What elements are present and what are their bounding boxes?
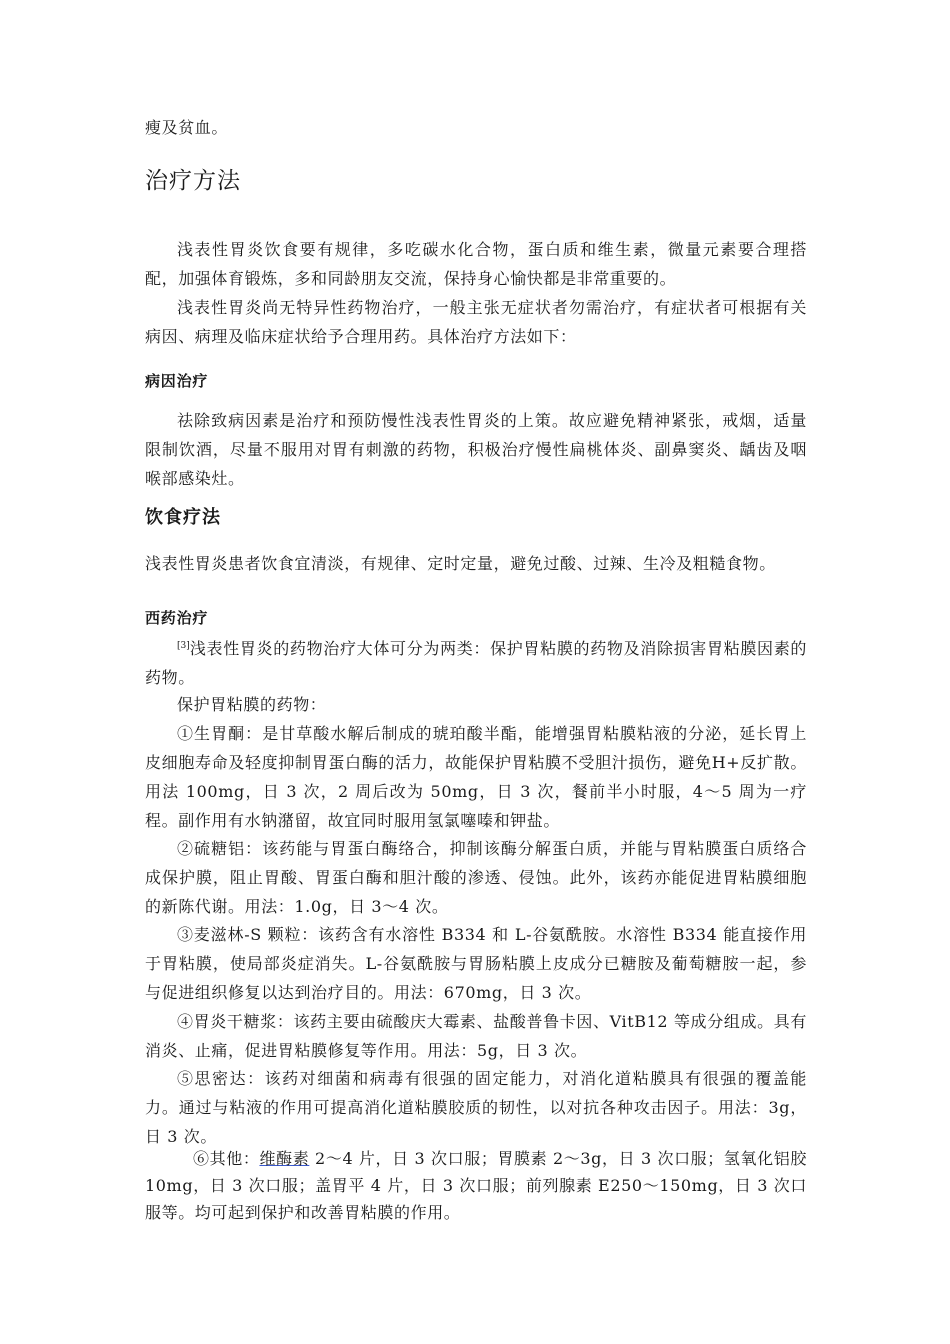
drug-item-6-rest: 2～4 片，日 3 次口服；胃膜素 2～3g，日 3 次口服；氢氧化铝胶 10mg，日 3 次口服；盖胃平 4 片，日 3 次口服；前列腺素 E250～150mg，日 3 次口服等。均可起到保护和改善胃粘膜的作用。 bbox=[145, 1149, 807, 1222]
drug-item-6-prefix: ⑥其他： bbox=[193, 1149, 260, 1168]
drug-item-2: ②硫糖铝：该药能与胃蛋白酶络合，抑制该酶分解蛋白质，并能与胃粘膜蛋白质络合成保护膜，阻止胃酸、胃蛋白酶和胆汁酸的渗透、侵蚀。此外，该药亦能促进胃粘膜细胞的新陈代谢。用法：1.0g，日 3～4 次。 bbox=[145, 839, 807, 916]
reference-marker[interactable]: [3] bbox=[177, 641, 190, 651]
drug-item-3: ③麦滋林-S 颗粒：该药含有水溶性 B334 和 L-谷氨酰胺。水溶性 B334 能直接作用于胃粘膜，使局部炎症消失。L-谷氨酰胺与胃肠粘膜上皮成分已糖胺及葡萄糖胺一起，参与促进组织修复以达到治疗目的。用法：670mg，日 3 次。 bbox=[145, 925, 807, 1002]
drug-item-6 bbox=[145, 1145, 807, 1226]
cause-paragraph: 祛除致病因素是治疗和预防慢性浅表性胃炎的上策。故应避免精神紧张，戒烟，适量限制饮酒，尽量不服用对胃有刺激的药物，积极治疗慢性扁桃体炎、副鼻窦炎、龋齿及咽喉部感染灶。 bbox=[145, 411, 807, 488]
heading-treatment: 治疗方法 bbox=[145, 168, 241, 194]
heading-cause: 病因治疗 bbox=[145, 372, 209, 390]
top-fragment: 瘦及贫血。 bbox=[145, 118, 229, 137]
link-weimeisu[interactable]: 维酶素 bbox=[259, 1149, 310, 1168]
heading-diet: 饮食疗法 bbox=[145, 507, 221, 528]
heading-western: 西药治疗 bbox=[145, 609, 209, 627]
drug-item-5: ⑤思密达：该药对细菌和病毒有很强的固定能力，对消化道粘膜具有很强的覆盖能力。通过与粘液的作用可提高消化道粘膜胶质的韧性，以对抗各种攻击因子。用法：3g，日 3 次。 bbox=[145, 1069, 807, 1146]
western-intro bbox=[145, 632, 807, 692]
drug-item-1: ①生胃酮：是甘草酸水解后制成的琥珀酸半酯，能增强胃粘膜粘液的分泌，延长胃上皮细胞寿命及轻度抑制胃蛋白酶的活力，故能保护胃粘膜不受胆汁损伤，避免H+反扩散。用法 100mg，日 3 次，2 周后改为 50mg，日 3 次，餐前半小时服，4～5 周为一疗程。副作用有水钠潴留，故宜同时服用氢氯噻嗪和钾盐。 bbox=[145, 724, 807, 830]
drug-item-4: ④胃炎干糖浆：该药主要由硫酸庆大霉素、盐酸普鲁卡因、VitB12 等成分组成。具有消炎、止痛，促进胃粘膜修复等作用。用法：5g，日 3 次。 bbox=[145, 1012, 807, 1060]
western-intro-text: 浅表性胃炎的药物治疗大体可分为两类：保护胃粘膜的药物及消除损害胃粘膜因素的药物。 bbox=[145, 639, 807, 687]
intro-paragraph-1: 浅表性胃炎饮食要有规律，多吃碳水化合物，蛋白质和维生素，微量元素要合理搭配，加强体育锻炼，多和同龄朋友交流，保持身心愉快都是非常重要的。 bbox=[145, 240, 807, 288]
protect-heading: 保护胃粘膜的药物： bbox=[177, 695, 327, 714]
diet-paragraph: 浅表性胃炎患者饮食宜清淡，有规律、定时定量，避免过酸、过辣、生冷及粗糙食物。 bbox=[145, 554, 776, 573]
intro-paragraph-2: 浅表性胃炎尚无特异性药物治疗，一般主张无症状者勿需治疗，有症状者可根据有关病因、病理及临床症状给予合理用药。具体治疗方法如下： bbox=[145, 298, 807, 346]
